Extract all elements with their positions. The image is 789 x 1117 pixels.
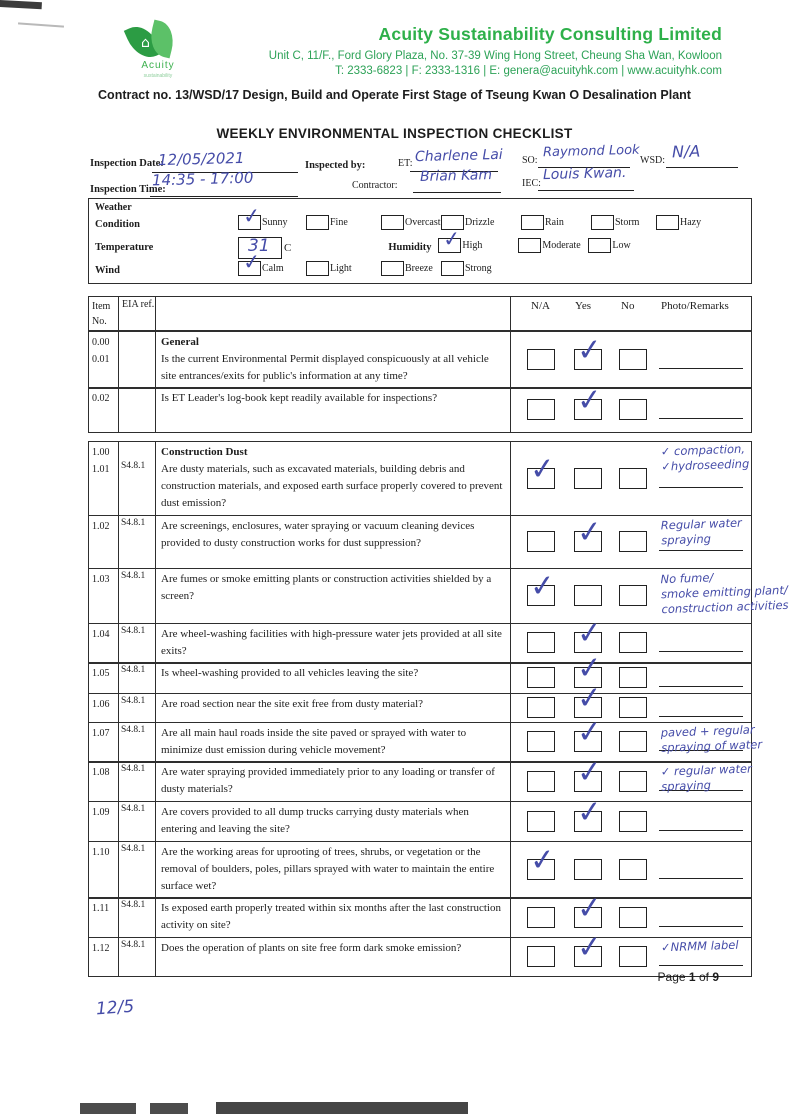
inspection-date-label: Inspection Date: [90,158,164,169]
remark-text-line: ✓ compaction, [660,442,746,459]
eia-ref: S4.8.1 [121,625,146,636]
checkbox-yes[interactable] [574,514,604,552]
checklist-row [88,515,752,569]
remark-handwritten [661,722,763,756]
item-no: 1.06 [92,698,110,710]
question-cell [156,442,511,515]
item-no-cell [89,569,119,623]
scan-artifact [150,1103,188,1114]
weather-option-high [438,225,518,253]
house-icon: ⌂ [141,35,150,51]
eia-ref: S4.8.1 [121,940,146,951]
checkbox-yes[interactable] [574,889,604,928]
checkbox-no[interactable] [619,667,647,688]
sub-item-no: 0.01 [92,353,110,365]
remark-text-line: ✓hydroseeding [661,456,750,474]
section-title: General [161,335,199,348]
item-no-cell [89,898,119,937]
question-text: Is the current Environmental Permit displayed conspicuously at all vehicle site entrances/exits for public's information at any time? [161,352,489,382]
checkbox-moderate[interactable] [518,238,541,253]
checkbox-no[interactable] [619,859,647,880]
checkbox-rain[interactable] [521,215,544,230]
checkbox-overcast[interactable] [381,215,404,230]
remark-text-line: paved + regular [660,722,755,740]
tick-mark: ✓ [575,753,604,791]
question-text: Are screenings, enclosures, water spraying or vacuum cleaning devices provided to dusty construction works for dust suppression? [161,520,475,550]
remark-text-line: smoke emitting plant/ [660,582,788,602]
weather-option-breeze [381,261,441,276]
item-no-cell [89,762,119,801]
item-no: 1.03 [92,573,110,585]
temperature-unit: C [284,241,292,254]
eia-ref: S4.8.1 [121,724,146,735]
weather-option-rain [521,215,591,230]
question-text: Is exposed earth properly treated within six months after the last construction activity on site? [161,902,501,932]
answers-cell [511,714,763,762]
na-header: N/A [531,300,550,312]
checkbox-no[interactable] [619,468,647,489]
checkbox-storm[interactable] [591,215,614,230]
humidity-options [438,225,648,258]
company-contact: T: 2333-6823 | F: 2333-1316 | E: genera@acuityhk.com | www.acuityhk.com [335,65,722,77]
eia-ref-cell [119,938,156,976]
item-no: 1.12 [92,943,110,955]
weather-option-label: Fine [330,216,348,228]
checkbox-na[interactable] [527,531,555,552]
handwritten-date-note: 12/5 [95,996,135,1020]
item-no-cell [89,332,119,388]
answers-cell [511,793,751,841]
remark-line [659,487,743,488]
question-cell [156,388,511,432]
question-cell [156,842,511,898]
eia-ref-cell [119,332,156,388]
checklist-row [88,567,789,624]
answers-cell [511,567,789,623]
checkbox-yes[interactable] [574,585,602,606]
question-text: Are dusty materials, such as excavated materials, building debris and construction materials, and exposed earth surface properly covered to prevent dust emission? [161,463,503,510]
remark-line [659,716,743,717]
item-no-header: Item No. [89,297,119,330]
iec-value[interactable]: Louis Kwan. [542,164,627,184]
remark-line [659,651,743,652]
remark-line [659,368,743,369]
item-no-cell [89,802,119,841]
item-no-cell [89,694,119,722]
checklist-row [88,714,763,763]
contractor-value[interactable]: Brian Kam [419,167,493,185]
tick-mark: ✓ [575,889,604,927]
checklist-row [88,679,752,723]
checkbox-no[interactable] [619,399,647,420]
item-no: 1.00 [92,447,110,459]
contractor-line [413,192,501,193]
question-cell [156,516,511,568]
weather-wind-row [95,248,751,282]
condition-options [238,202,716,235]
answers-cell [511,516,751,568]
checkbox-hazy[interactable] [656,215,679,230]
tick-mark: ✓ [575,793,604,831]
weather-option-calm [238,248,306,276]
logo-wordmark: Acuity [141,60,175,71]
checkbox-fine[interactable] [306,215,329,230]
wind-label: Wind [95,265,120,276]
scan-artifact [18,22,64,27]
so-value[interactable]: Raymond Look [542,142,640,161]
question-cell [156,624,511,663]
question-text: Is wheel-washing provided to all vehicles leaving the site? [161,667,419,680]
remark-line [659,878,743,879]
logo-tagline: sustainability [143,73,173,79]
item-no: 1.10 [92,846,110,858]
scan-artifact [0,0,42,9]
item-no-cell [89,624,119,663]
remarks-header: Photo/Remarks [661,300,729,312]
tick-mark: ✓ [575,650,604,688]
inspection-time-line [150,196,298,197]
answers-cell [511,753,753,801]
remark-line [659,686,743,687]
checkbox-na[interactable] [527,349,555,370]
weather-option-label: Storm [615,216,640,228]
checkbox-na[interactable] [527,811,555,832]
answers-cell [511,889,751,937]
item-no: 0.02 [92,393,110,405]
remark-line [659,926,743,927]
checkbox-yes[interactable] [574,793,604,832]
weather-title: Weather [95,202,132,213]
inspected-by-label: Inspected by: [305,160,366,171]
eia-ref: S4.8.1 [121,570,146,581]
et-value[interactable]: Charlene Lai [414,146,503,166]
remark-handwritten [661,442,750,475]
question-text: Are water spraying provided immediately prior to any loading or transfer of dusty materials? [161,766,495,796]
tick-mark: ✓ [528,450,557,488]
remark-line [659,830,743,831]
checklist-row [88,650,752,694]
checkbox-calm[interactable] [238,248,262,276]
eia-ref-cell [119,802,156,841]
remark-line [659,965,743,966]
company-logo [122,22,194,88]
tick-mark: ✓ [575,331,604,369]
eia-ref-cell [119,663,156,693]
checkbox-yes[interactable] [574,753,604,792]
eia-ref-cell [119,762,156,801]
question-cell [156,663,511,693]
remark-handwritten [661,938,739,956]
tick-mark: ✓ [575,382,604,420]
checklist-row [88,793,752,842]
checkbox-na[interactable] [527,841,557,880]
tick-mark: ✓ [528,567,557,605]
weather-option-hazy [656,215,716,230]
checkbox-no[interactable] [619,632,647,653]
checkbox-no[interactable] [619,907,647,928]
et-label: ET: [398,158,413,169]
checkbox-na[interactable] [527,731,555,752]
condition-label: Condition [95,219,140,230]
checklist-row [88,889,752,938]
remark-text-line: spraying [661,531,712,548]
weather-option-sunny [238,202,306,230]
remark-text-line: No fume/ [660,570,714,587]
checklist-row [88,929,752,977]
remark-line [659,418,743,419]
question-header [156,297,511,330]
checkbox-na[interactable] [527,771,555,792]
scan-artifact [80,1103,136,1114]
item-no: 1.05 [92,668,110,680]
checkbox-no[interactable] [619,946,647,967]
checklist-row [88,331,752,389]
answers-cell [511,842,751,898]
question-cell [156,569,511,623]
contract-title: Contract no. 13/WSD/17 Design, Build and Operate First Stage of Tseung Kwan O Desalination Plant [98,88,691,102]
item-no: 1.08 [92,767,110,779]
checklist-header [88,296,752,332]
checkbox-na[interactable] [527,697,555,718]
wind-options [238,248,521,281]
checkbox-light[interactable] [306,261,329,276]
company-address: Unit C, 11/F., Ford Glory Plaza, No. 37-39 Wing Hong Street, Cheung Sha Wan, Kowloon [268,50,722,62]
eia-ref-cell [119,516,156,568]
question-cell [156,898,511,937]
tick-mark: ✓ [241,202,262,229]
checkbox-low[interactable] [588,238,611,253]
eia-ref: S4.8.1 [121,900,146,911]
weather-option-label: Calm [262,262,284,274]
tick-mark: ✓ [575,514,604,552]
weather-temperature-row [95,225,751,259]
weather-option-low [588,238,648,253]
checkbox-na[interactable] [527,450,557,489]
iec-label: IEC: [522,178,541,189]
remark-text-line: spraying of water [661,736,763,755]
eia-ref: S4.8.1 [121,695,146,706]
eia-ref: S4.8.1 [121,764,146,775]
tick-mark: ✓ [575,929,604,967]
checkbox-strong[interactable] [441,261,464,276]
question-text: Are road section near the site exit free from dusty material? [161,697,424,710]
item-no-cell [89,663,119,693]
eia-ref-cell [119,624,156,663]
item-no: 1.07 [92,727,110,739]
checklist-row [88,382,752,433]
question-cell [156,694,511,722]
question-text: Are covers provided to all dump trucks carrying dusty materials when entering and leaving the site? [161,806,469,836]
item-no-cell [89,388,119,432]
checkbox-no[interactable] [619,697,647,718]
checklist-row [88,441,752,516]
company-name: Acuity Sustainability Consulting Limited [378,24,722,44]
weather-option-fine [306,215,381,230]
item-no: 1.02 [92,521,110,533]
weather-option-label: Low [612,239,631,251]
remark-text-line: Regular water [660,515,742,533]
section-title: Construction Dust [161,446,248,459]
checkbox-na[interactable] [527,946,555,967]
checkbox-na[interactable] [527,567,557,606]
checkbox-yes[interactable] [574,331,604,370]
page-number: Page 1 of 9 [657,970,719,984]
checkbox-breeze[interactable] [381,261,404,276]
answers-cell [511,614,751,663]
wsd-label: WSD: [640,155,665,166]
humidity-label: Humidity [388,242,432,253]
checklist-body [88,331,789,977]
weather-option-label: High [462,239,483,251]
tick-mark: ✓ [575,614,604,653]
checkbox-no[interactable] [619,531,647,552]
answers-cell [511,442,751,515]
inspection-time-label: Inspection Time: [90,184,166,195]
remark-text-line: spraying [661,778,712,794]
form-title: WEEKLY ENVIRONMENTAL INSPECTION CHECKLIST [216,126,573,141]
eia-ref-header: EIA ref. [119,297,156,330]
eia-ref-cell [119,694,156,722]
remark-text-line: construction activities [661,597,789,617]
weather-option-moderate [518,238,588,253]
weather-option-label: Overcast [405,216,441,228]
item-no-cell [89,442,119,515]
checklist-row [88,841,752,899]
tick-mark: ✓ [442,225,463,252]
remark-line [659,550,743,551]
question-text: Are wheel-washing facilities with high-pressure water jets provided at all site exits? [161,627,502,657]
question-text: Is ET Leader's log-book kept readily available for inspections? [161,392,438,405]
tick-mark: ✓ [241,248,262,275]
eia-ref: S4.8.1 [121,461,146,472]
weather-option-label: Hazy [680,216,702,228]
remark-handwritten [661,762,753,795]
iec-line [538,190,634,191]
checklist-row [88,614,752,664]
answers-cell [511,679,751,722]
checkbox-yes[interactable] [574,468,602,489]
scan-artifact [216,1102,468,1114]
weather-option-label: Moderate [542,239,581,251]
checkbox-no[interactable] [619,585,647,606]
yes-header: Yes [575,300,592,312]
inspection-date-value[interactable]: 12/05/2021 [157,148,245,170]
question-text: Are all main haul roads inside the site paved or sprayed with water to minimize dust emission during vehicle movement? [161,726,467,756]
remark-handwritten [661,516,743,549]
eia-ref: S4.8.1 [121,804,146,815]
weather-option-overcast [381,215,441,230]
question-cell [156,723,511,762]
checkbox-no[interactable] [619,771,647,792]
answers-cell [511,382,751,432]
item-no: 0.00 [92,336,110,348]
weather-option-light [306,261,381,276]
eia-ref-cell [119,898,156,937]
checkbox-yes[interactable] [574,859,602,880]
eia-ref: S4.8.1 [121,518,146,529]
remark-text-line: ✓NRMM label [660,937,739,955]
question-cell [156,802,511,841]
checklist-table [88,296,789,977]
checkbox-yes[interactable] [574,382,604,420]
question-cell [156,938,511,976]
item-no: 1.09 [92,807,110,819]
item-no-cell [89,842,119,898]
checkbox-na[interactable] [527,667,555,688]
tick-mark: ✓ [575,679,604,717]
eia-ref-cell [119,842,156,898]
answers-cell [511,650,751,693]
checklist-row [88,753,753,802]
weather-option-label: Drizzle [465,216,495,228]
eia-ref-cell [119,569,156,623]
checkbox-high[interactable] [438,225,463,253]
weather-option-label: Rain [545,216,564,228]
question-cell [156,332,511,388]
weather-option-label: Sunny [262,216,288,228]
checkbox-na[interactable] [527,399,555,420]
checkbox-yes[interactable] [574,929,604,967]
eia-ref-cell [119,723,156,762]
weather-option-label: Breeze [405,262,433,274]
checkbox-na[interactable] [527,632,555,653]
temperature-label: Temperature [95,242,154,253]
item-no-cell [89,723,119,762]
company-header [230,24,722,77]
item-no: 1.11 [92,903,110,915]
question-text: Does the operation of plants on site free form dark smoke emission? [161,942,462,955]
eia-ref-cell [119,388,156,432]
item-no: 1.04 [92,628,110,640]
contractor-label: Contractor: [352,180,398,191]
checkbox-no[interactable] [619,731,647,752]
eia-ref: S4.8.1 [121,843,146,854]
weather-option-label: Strong [465,262,492,274]
sub-item-no: 1.01 [92,464,110,476]
checkbox-sunny[interactable] [238,202,262,230]
temperature-value: 31 [248,235,270,256]
so-label: SO: [522,155,538,166]
tick-mark: ✓ [575,714,604,752]
weather-option-label: Light [330,262,352,274]
checkbox-na[interactable] [527,907,555,928]
wsd-line [666,167,738,168]
question-cell [156,762,511,801]
checkbox-yes[interactable] [574,714,604,752]
weather-section [88,198,752,284]
question-text: Are fumes or smoke emitting plants or construction activities shielded by a screen? [161,572,492,602]
weather-option-strong [441,261,521,276]
wsd-value[interactable]: N/A [671,141,701,162]
answers-header [511,297,751,330]
inspection-time-value[interactable]: 14:35 - 17:00 [151,168,254,190]
weather-option-storm [591,215,656,230]
checkbox-no[interactable] [619,811,647,832]
question-text: Are the working areas for uprooting of trees, shrubs, or vegetation or the removal of boulders, poles, pillars sprayed with water to maintain the entire surface wet? [161,845,495,892]
no-header: No [621,300,635,312]
remark-handwritten [660,568,789,617]
eia-ref-cell [119,442,156,515]
eia-ref: S4.8.1 [121,665,146,676]
tick-mark: ✓ [528,841,557,879]
checkbox-no[interactable] [619,349,647,370]
item-no-cell [89,938,119,976]
item-no-cell [89,516,119,568]
answers-cell [511,332,751,388]
remark-text-line: ✓ regular water [660,761,753,779]
